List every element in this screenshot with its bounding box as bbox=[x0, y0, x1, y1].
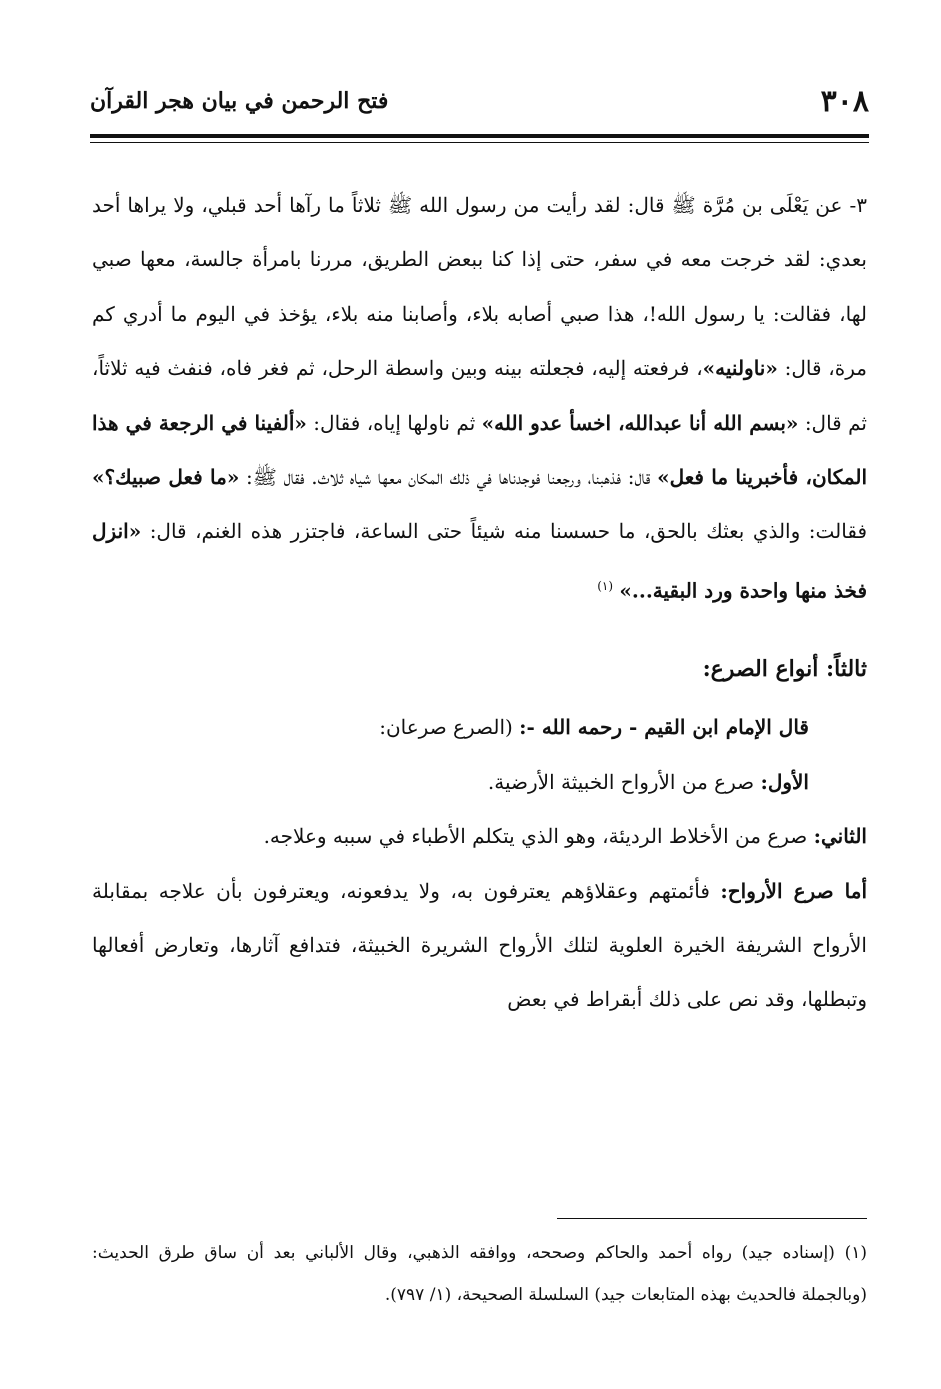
hadith-text-1: ٣- عن يَعْلَى بن مُرَّة ﷺ قال: لقد رأيت من رسول الله ﷺ ثلاثاً ما رآها أحد قبلي، ولا يراها أحد بعدي: لقد خرجت معه في سفر، حتى إذا كنا ببعض الطريق، مررنا بامرأة جالسة، معها صبي لها، فقالت: يا رسول الله!، هذا صبي أصابه بلاء، وأصابنا منه بلاء، يؤخذ في اليوم ما أدري كم مرة، قال: bbox=[92, 193, 867, 381]
footnote-1: (١) (إسناده جيد) رواه أحمد والحاكم وصححه، ووافقه الذهبي، وقال الألباني بعد أن ساق طرق الحديث: (وبالجملة فالحديث بهذه المتابعات جيد) السلسلة الصحيحة، (١/ ٧٩٧). bbox=[92, 1243, 867, 1305]
spirits-paragraph bbox=[92, 864, 867, 1027]
hadith-text-4: قال: فذهبنا، ورجعنا فوجدناها في ذلك المكان معها شياه ثلاث. فقال ﷺ: bbox=[246, 465, 651, 490]
prophet-quote-5: «انزل فخذ منها واحدة ورد البقية...» bbox=[92, 519, 867, 603]
section-heading: ثالثاً: أنواع الصرع: bbox=[702, 655, 867, 682]
prophet-quote-2: «بسم الله أنا عبدالله، اخسأ عدو الله» bbox=[481, 410, 799, 435]
footnotes bbox=[92, 1232, 867, 1316]
prophet-quote-3: «ألفينا في الرجعة في هذا المكان، فأخبرينا ما فعل» bbox=[92, 410, 867, 490]
first-type-label: الأول: bbox=[760, 769, 809, 794]
main-text bbox=[92, 178, 867, 1027]
spirits-label: أما صرع الأرواح: bbox=[720, 878, 867, 903]
first-type bbox=[92, 755, 867, 809]
page-header bbox=[90, 82, 869, 132]
running-title: فتح الرحمن في بيان هجر القرآن bbox=[90, 88, 389, 114]
hadith-paragraph bbox=[92, 178, 867, 618]
header-rule-thin bbox=[90, 142, 869, 143]
prophet-quote-1: «ناولنيه» bbox=[702, 356, 778, 381]
hadith-text-5: فقالت: والذي بعثك بالحق، ما حسسنا منه شيئاً حتى الساعة، فاجتزر هذه الغنم، قال: bbox=[149, 519, 867, 544]
spirits-text: فأئمتهم وعقلاؤهم يعترفون به، ولا يدفعونه، ويعترفون بأن علاجه بمقابلة الأرواح الشريفة الخيرة العلوية لتلك الأرواح الشريرة الخبيثة، فتدافع آثارها، وتعارض أفعالها وتبطلها، وقد نص على ذلك أبقراط في بعض bbox=[92, 878, 867, 1012]
quote-intro-bold: قال الإمام ابن القيم - رحمه الله -: bbox=[519, 715, 809, 740]
header-rule-thick bbox=[90, 134, 869, 138]
hadith-text-3: ثم ناولها إياه، فقال: bbox=[313, 410, 476, 435]
footnote-rule bbox=[557, 1218, 867, 1219]
page-number: ٣٠٨ bbox=[820, 84, 869, 119]
first-type-text: صرع من الأرواح الخبيثة الأرضية. bbox=[487, 769, 755, 794]
second-type bbox=[92, 809, 867, 863]
quote-intro-rest: (الصرع صرعان: bbox=[379, 715, 513, 740]
second-type-label: الثاني: bbox=[813, 824, 867, 849]
second-type-text: صرع من الأخلاط الرديئة، وهو الذي يتكلم الأطباء في سببه وعلاجه. bbox=[263, 824, 808, 849]
prophet-quote-4: «ما فعل صبيك؟» bbox=[92, 465, 240, 490]
hadith-text-2: ، فرفعته إليه، فجعلته بينه وبين واسطة الرحل، ثم فغر فاه، فنفث فيه ثلاثاً، ثم قال: bbox=[92, 356, 868, 435]
quote-intro bbox=[92, 700, 867, 754]
footnote-marker: (١) bbox=[597, 578, 614, 593]
